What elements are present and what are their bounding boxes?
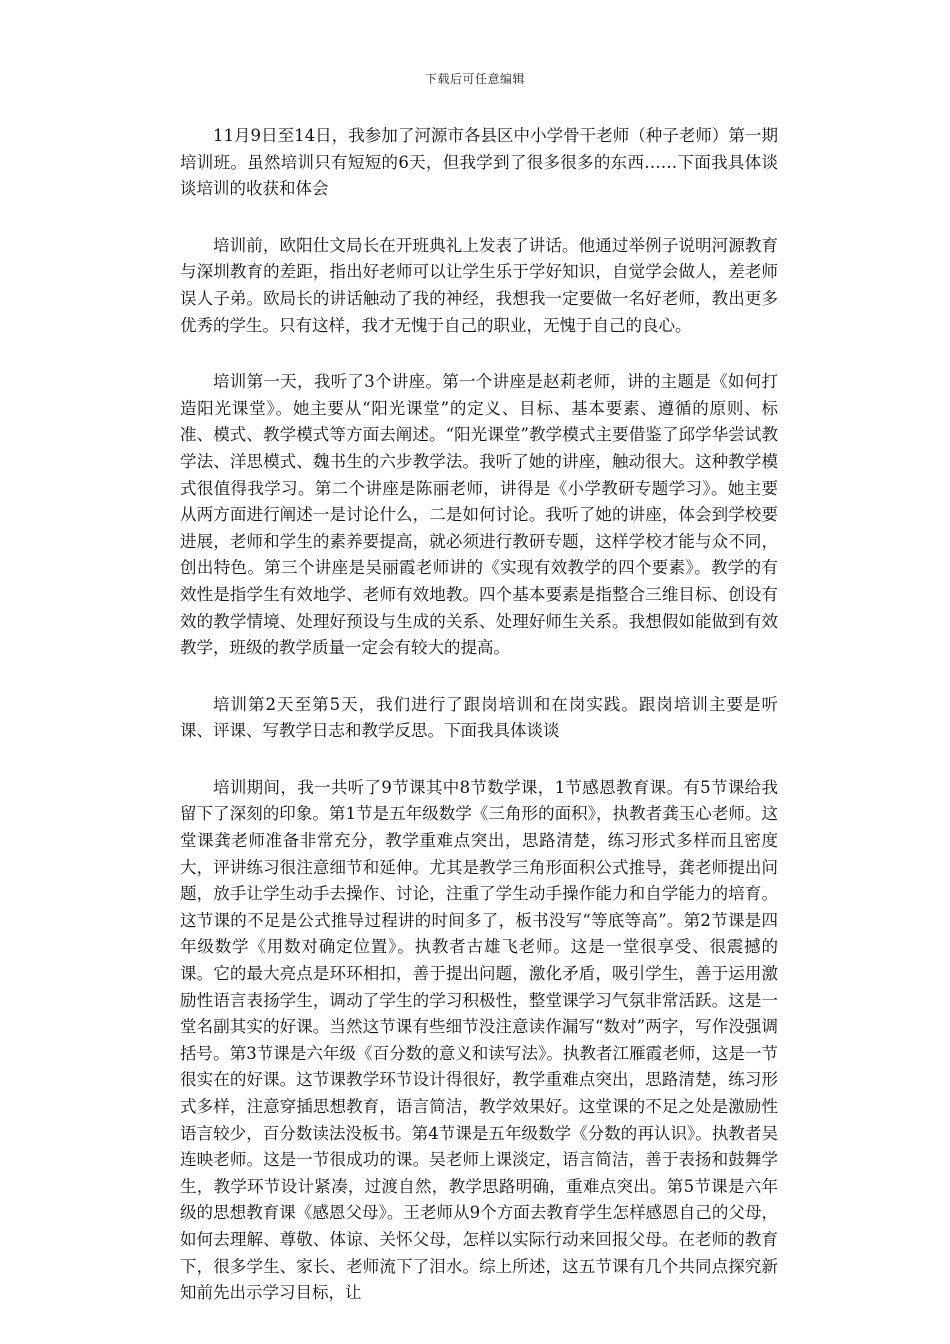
paragraph-shadow-training: 培训第2天至第5天，我们进行了跟岗培训和在岗实践。跟岗培训主要是听课、评课、写教学日志和教学反思。下面我具体谈谈 — [180, 694, 778, 741]
paragraph-lessons-observed: 培训期间，我一共听了9节课其中8节数学课，1节感恩教育课。有5节课给我留下了深刻的印象。第1节是五年级数学《三角形的面积》，执教者龚玉心老师。这堂课龚老师准备非常充分，教学重难点突出，思路清楚，练习形式多样而且密度大，评讲练习很注意细节和延伸。尤其是教学三角形面积公式推导，龚老师提出问题，放手让学生动手去操作、讨论，注重了学生动手操作能力和自学能力的培育。这节课的不足是公式推导过程讲的时间多了，板书没写“等底等高”。第2节课是四年级数学《用数对确定位置》。执教者古雄飞老师。这是一堂很享受、很震撼的课。它的最大亮点是环环相扣，善于提出问题，激化矛盾，吸引学生，善于运用激励性语言表扬学生，调动了学生的学习积极性，整堂课学习气氛非常活跃。这是一堂名副其实的好课。当然这节课有些细节没注意读作漏写“数对”两字，写作没强调括号。第3节课是六年级《百分数的意义和读写法》。执教者江雁霞老师，这是一节很实在的好课。这节课教学环节设计得很好，教学重难点突出，思路清楚，练习形式多样，注意穿插思想教育，语言简洁，教学效果好。这堂课的不足之处是激励性语言较少，百分数读法没板书。第4节课是五年级数学《分数的再认识》。执教者吴连映老师。这是一节很成功的课。吴老师上课淡定，语言简洁，善于表扬和鼓舞学生，教学环节设计紧凑，过渡自然，教学思路明确，重难点突出。第5节课是六年级的思想教育课《感恩父母》。王老师从9个方面去教育学生怎样感恩自己的父母，如何去理解、尊敬、体谅、关怀父母，怎样以实际行动来回报父母。在老师的教育下，很多学生、家长、老师流下了泪水。综上所述，这五节课有几个共同点探究新知前先出示学习目标，让 — [180, 777, 778, 1303]
paragraph-before-training: 培训前，欧阳仕文局长在开班典礼上发表了讲话。他通过举例子说明河源教育与深圳教育的差距，指出好老师可以让学生乐于学好知识，自觉学会做人，差老师误人子弟。欧局长的讲话触动了我的神经，我想我一定要做一名好老师，教出更多优秀的学生。只有这样，我才无愧于自己的职业，无愧于自己的良心。 — [180, 235, 778, 335]
paragraph-day-one-lectures: 培训第一天，我听了3个讲座。第一个讲座是赵莉老师，讲的主题是《如何打造阳光课堂》。她主要从“阳光课堂”的定义、目标、基本要素、遵循的原则、标准、模式、教学模式等方面去阐述。“阳光课堂”教学模式主要借鉴了邱学华尝试教学法、洋思模式、魏书生的六步教学法。我听了她的讲座，触动很大。这种教学模式很值得我学习。第二个讲座是陈丽老师，讲得是《小学教研专题学习》。她主要从两方面进行阐述一是讨论什么，二是如何讨论。我听了她的讲座，体会到学校要进展，老师和学生的素养要提高，就必须进行教研专题，这样学校才能与众不同，创出特色。第三个讲座是吴丽霞老师讲的《实现有效教学的四个要素》。教学的有效性是指学生有效地学、老师有效地教。四个基本要素是指整合三维目标、创设有效的教学情境、处理好预设与生成的关系、处理好师生关系。我想假如能做到有效教学，班级的教学质量一定会有较大的提高。 — [180, 372, 778, 658]
paragraph-intro: 11月9日至14日，我参加了河源市各县区中小学骨干老师（种子老师）第一期培训班。虽然培训只有短短的6天，但我学到了很多很多的东西……下面我具体谈谈培训的收获和体会 — [180, 126, 778, 199]
header-note: 下载后可任意编辑 — [424, 72, 525, 86]
document-body — [180, 123, 778, 1307]
